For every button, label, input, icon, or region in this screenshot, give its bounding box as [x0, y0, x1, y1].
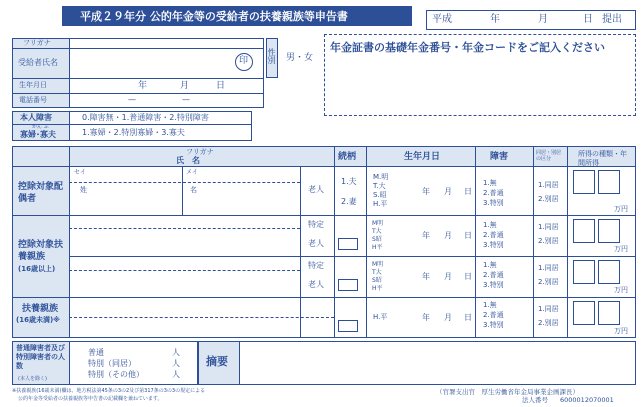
- dep1-month: 月: [444, 231, 452, 240]
- u16-dis-2[interactable]: 2.普通: [483, 311, 504, 319]
- rule: [69, 182, 300, 183]
- spouse-elderly: 老人: [308, 185, 324, 194]
- spouse-income-type-1[interactable]: [573, 170, 595, 194]
- form-title: 平成２９年分 公的年金等の受給者の扶養親族等申告書: [80, 10, 348, 23]
- rule: [12, 215, 636, 216]
- family-name-label: 姓: [80, 186, 87, 194]
- dep2-dis-2[interactable]: 2.普通: [483, 271, 504, 279]
- dep2-yen: 万円: [614, 286, 628, 294]
- dep1-era-s[interactable]: S昭: [372, 236, 382, 243]
- spouse-co-1[interactable]: 1.同居: [538, 181, 559, 189]
- spouse-month: 月: [444, 187, 452, 196]
- row-dependents-sub: (16歳以上): [18, 265, 56, 273]
- dep1-dis-3[interactable]: 3.特別: [483, 241, 504, 249]
- dep1-co-2[interactable]: 2.別居: [538, 237, 559, 245]
- u16-era-h[interactable]: H.平: [373, 313, 388, 321]
- count-label: 普通障害者及び特別障害者の人数: [16, 344, 65, 370]
- u16-yen: 万円: [614, 327, 628, 335]
- birth-year-label: 年: [138, 81, 148, 91]
- rule: [69, 341, 70, 385]
- rule: [12, 297, 636, 298]
- given-name-label: 名: [190, 186, 197, 194]
- tekiyou-box[interactable]: [198, 341, 636, 385]
- col-relation: 続柄: [338, 152, 357, 162]
- dep1-era-h[interactable]: H平: [372, 244, 383, 251]
- dep1-dis-1[interactable]: 1.無: [483, 221, 497, 229]
- col-name: 氏 名: [176, 156, 200, 165]
- dep2-era-h[interactable]: H平: [372, 285, 383, 292]
- rule: [475, 146, 476, 338]
- applicant-name-field[interactable]: [72, 50, 232, 76]
- col-furigana: フリガナ: [186, 148, 214, 156]
- dep1-era-t[interactable]: T大: [372, 228, 382, 235]
- dep2-year: 年: [422, 272, 430, 281]
- col-birth: 生年月日: [404, 152, 441, 162]
- dep1-income-type-2[interactable]: [598, 219, 620, 243]
- applicant-furigana-label: フリガナ: [23, 39, 51, 47]
- phone-dash-2: —: [182, 95, 190, 104]
- spouse-era-h[interactable]: H.平: [373, 200, 388, 208]
- rule: [69, 228, 300, 229]
- seal-text: 印: [239, 56, 249, 66]
- rule: [334, 146, 335, 338]
- spouse-era-s[interactable]: S.昭: [373, 191, 387, 199]
- dep2-special: 特定: [308, 261, 324, 270]
- u16-dis-3[interactable]: 3.特別: [483, 321, 504, 329]
- rule: [567, 146, 568, 338]
- spouse-income-type-2[interactable]: [598, 170, 620, 194]
- corp-number: 6000012070001: [560, 396, 614, 404]
- count-special-other: 特別（その他）: [88, 370, 144, 379]
- rule: [69, 317, 334, 318]
- col-cohabit: 同居・別居の区分: [536, 150, 562, 162]
- dep2-day: 日: [464, 272, 472, 281]
- dep1-day: 日: [464, 231, 472, 240]
- submission-era: 平成: [432, 14, 452, 25]
- birth-label: 生年月日: [19, 81, 47, 89]
- birth-day-label: 日: [216, 81, 226, 91]
- dep2-dis-1[interactable]: 1.無: [483, 261, 497, 269]
- spouse-year: 年: [422, 187, 430, 196]
- dep1-co-1[interactable]: 1.同居: [538, 223, 559, 231]
- u16-year: 年: [422, 313, 430, 322]
- u16-dis-1[interactable]: 1.無: [483, 301, 497, 309]
- u16-co-1[interactable]: 1.同居: [538, 305, 559, 313]
- dep2-co-2[interactable]: 2.別居: [538, 278, 559, 286]
- rule: [69, 270, 300, 271]
- u16-income-type-1[interactable]: [573, 301, 595, 325]
- mei-label: メイ: [186, 169, 198, 176]
- count-normal: 普通: [88, 348, 104, 357]
- rule: [69, 146, 70, 338]
- dep1-special: 特定: [308, 220, 324, 229]
- dep2-month: 月: [444, 272, 452, 281]
- dep2-income-type-1[interactable]: [573, 260, 595, 284]
- tekiyou-label: 摘要: [206, 355, 228, 368]
- dep2-elderly-box[interactable]: [338, 279, 358, 291]
- dep1-income-type-1[interactable]: [573, 219, 595, 243]
- dep2-era-s[interactable]: S昭: [372, 277, 382, 284]
- col-disability: 障害: [490, 152, 509, 162]
- spouse-name-field[interactable]: [70, 190, 300, 214]
- submission-submit: 提出: [602, 14, 622, 25]
- applicant-name-label: 受給者氏名: [18, 58, 58, 67]
- count-unit-2: 人: [172, 359, 180, 368]
- count-special-cohabit: 特別（同居）: [88, 359, 136, 368]
- u16-income-type-2[interactable]: [598, 301, 620, 325]
- dep1-elderly-box[interactable]: [338, 238, 358, 250]
- u16-relation-box[interactable]: [338, 320, 358, 332]
- birth-month-label: 月: [180, 81, 190, 91]
- row-dependents-label: 控除対象扶養親族: [18, 240, 64, 262]
- rule: [70, 48, 264, 49]
- sex-options[interactable]: 男・女: [286, 53, 314, 63]
- corp-number-label: 法人番号: [522, 396, 548, 404]
- rule: [366, 146, 367, 338]
- dep2-dis-3[interactable]: 3.特別: [483, 281, 504, 289]
- row-under16-sub: (16歳未満)※: [16, 316, 60, 324]
- spouse-era-t[interactable]: T.大: [373, 182, 386, 190]
- count-sub: (本人を除く): [18, 376, 47, 382]
- issuer: （官署支出官 厚生労働省年金局事業企画課長）: [436, 388, 579, 396]
- rule: [12, 78, 264, 79]
- phone-label: 電話番号: [19, 96, 47, 104]
- dep2-elderly: 老人: [308, 280, 324, 289]
- pension-notice: 年金証書の基礎年金番号・年金コードをご記入ください: [330, 41, 605, 54]
- footnote-1: ※扶養親族(16歳未満)欄は、地方税法第45条の3の2及び第317条の3の3の規定による: [12, 388, 206, 394]
- widow-options[interactable]: 1.寡婦・2.特別寡婦・3.寡夫: [82, 128, 185, 137]
- spouse-yen: 万円: [614, 205, 628, 213]
- dep1-dis-2[interactable]: 2.普通: [483, 231, 504, 239]
- col-income: 所得の種類・年間所得: [578, 150, 627, 168]
- sex-label: 性別: [267, 48, 276, 64]
- rule: [69, 256, 636, 257]
- dep1-elderly: 老人: [308, 239, 324, 248]
- rule: [239, 341, 240, 385]
- dep2-era-t[interactable]: T大: [372, 269, 382, 276]
- u16-month: 月: [444, 313, 452, 322]
- spouse-dis-3[interactable]: 3.特別: [483, 199, 504, 207]
- spouse-era-m[interactable]: M.明: [373, 173, 389, 181]
- spouse-day: 日: [464, 187, 472, 196]
- u16-day: 日: [464, 313, 472, 322]
- submission-year: 年: [490, 14, 500, 25]
- dep1-era-m[interactable]: M明: [372, 220, 384, 227]
- row-under16-label: 扶養親族: [22, 304, 59, 314]
- count-unit-3: 人: [172, 370, 180, 379]
- spouse-co-2[interactable]: 2.別居: [538, 195, 559, 203]
- widow-label: 寡婦･寡夫: [20, 130, 56, 139]
- dep2-income-type-2[interactable]: [598, 260, 620, 284]
- spouse-rel-1[interactable]: 1.夫: [341, 177, 357, 186]
- count-unit-1: 人: [172, 348, 180, 357]
- dep2-co-1[interactable]: 1.同居: [538, 264, 559, 272]
- dep1-yen: 万円: [614, 245, 628, 253]
- rule: [300, 166, 301, 338]
- footnote-2: 公的年金等受給者の扶養親族等申告書の記載欄を兼ねています。: [18, 396, 163, 402]
- dep1-year: 年: [422, 231, 430, 240]
- disability-options[interactable]: 0.障害無・1.普通障害・2.特別障害: [82, 113, 209, 122]
- submission-month: 月: [538, 14, 548, 25]
- phone-dash-1: —: [128, 95, 136, 104]
- spouse-dis-2[interactable]: 2.普通: [483, 189, 504, 197]
- disability-label: 本人障害: [20, 113, 52, 122]
- rule: [12, 93, 264, 94]
- rule: [12, 166, 636, 167]
- spouse-rel-2[interactable]: 2.妻: [341, 197, 357, 206]
- row-spouse-label: 控除対象配偶者: [18, 182, 64, 204]
- sei-label: セイ: [74, 169, 86, 176]
- dep2-era-m[interactable]: M明: [372, 261, 384, 268]
- u16-co-2[interactable]: 2.別居: [538, 319, 559, 327]
- spouse-dis-1[interactable]: 1.無: [483, 179, 497, 187]
- widow-ruby: かん ふ: [32, 124, 49, 130]
- rule: [533, 146, 534, 338]
- submission-day: 日: [583, 14, 593, 25]
